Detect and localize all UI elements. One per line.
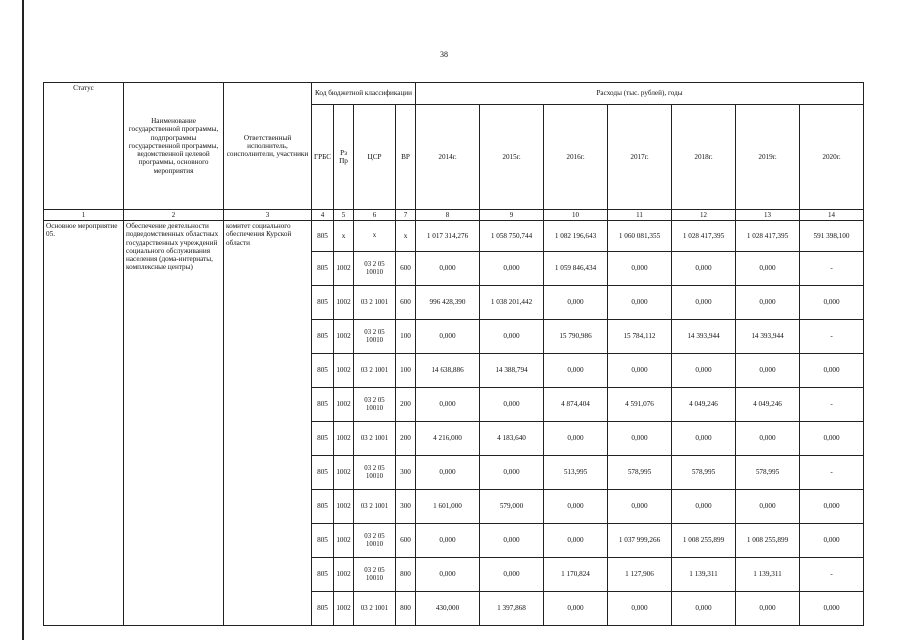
amount-cell: 0,000	[480, 558, 544, 592]
csr-cell: 03 2 05 10010	[354, 388, 396, 422]
amount-cell: 0,000	[544, 422, 608, 456]
amount-cell: 0,000	[480, 456, 544, 490]
header-year: 2015г.	[480, 105, 544, 210]
vr-cell: 600	[396, 286, 416, 320]
amount-cell: 1 017 314,276	[416, 221, 480, 252]
amount-cell: 0,000	[672, 490, 736, 524]
page-left-edge	[22, 0, 24, 640]
column-number: 11	[608, 210, 672, 221]
amount-cell: 0,000	[544, 490, 608, 524]
csr-cell: 03 2 1001	[354, 286, 396, 320]
csr-cell: 03 2 05 10010	[354, 524, 396, 558]
amount-cell: 14 393,944	[736, 320, 800, 354]
status-cell: Основное мероприятие 05.	[44, 221, 124, 626]
amount-cell: 1 058 750,744	[480, 221, 544, 252]
amount-cell: 1 127,906	[608, 558, 672, 592]
amount-cell: 14 638,886	[416, 354, 480, 388]
amount-cell: 0,000	[608, 490, 672, 524]
rzpr-cell: 1002	[334, 456, 354, 490]
amount-cell: 1 139,311	[736, 558, 800, 592]
vr-cell: 100	[396, 354, 416, 388]
amount-cell: 14 388,794	[480, 354, 544, 388]
column-number: 8	[416, 210, 480, 221]
header-executor: Ответственный исполнитель, соисполнители, участники	[224, 83, 312, 210]
vr-cell: 600	[396, 524, 416, 558]
amount-cell: 0,000	[800, 524, 864, 558]
amount-cell: 1 028 417,395	[672, 221, 736, 252]
amount-cell: 0,000	[736, 490, 800, 524]
amount-cell: 1 038 201,442	[480, 286, 544, 320]
column-number: 6	[354, 210, 396, 221]
column-number: 5	[334, 210, 354, 221]
csr-cell: 03 2 05 10010	[354, 558, 396, 592]
amount-cell: 0,000	[416, 456, 480, 490]
amount-cell: 0,000	[608, 286, 672, 320]
column-number: 4	[312, 210, 334, 221]
amount-cell: 0,000	[416, 320, 480, 354]
amount-cell: 4 183,640	[480, 422, 544, 456]
amount-cell: 15 784,112	[608, 320, 672, 354]
header-grbs: ГРБС	[312, 105, 334, 210]
amount-cell: 4 049,246	[736, 388, 800, 422]
amount-cell: 0,000	[800, 490, 864, 524]
header-year: 2016г.	[544, 105, 608, 210]
csr-cell: 03 2 05 10010	[354, 252, 396, 286]
amount-cell: 0,000	[672, 422, 736, 456]
header-budget-code: Код бюджетной классификации	[312, 83, 416, 105]
amount-cell: 1 037 999,266	[608, 524, 672, 558]
rzpr-cell: 1002	[334, 354, 354, 388]
amount-cell: 591 398,100	[800, 221, 864, 252]
amount-cell: -	[800, 320, 864, 354]
header-vr: ВР	[396, 105, 416, 210]
amount-cell: 0,000	[480, 320, 544, 354]
header-year: 2020г.	[800, 105, 864, 210]
header-status: Статус	[44, 83, 124, 210]
amount-cell: 0,000	[736, 422, 800, 456]
rzpr-cell: 1002	[334, 388, 354, 422]
grbs-cell: 805	[312, 286, 334, 320]
amount-cell: 0,000	[544, 592, 608, 626]
amount-cell: 0,000	[672, 354, 736, 388]
rzpr-cell: 1002	[334, 422, 354, 456]
rzpr-cell: 1002	[334, 252, 354, 286]
amount-cell: 1 082 196,643	[544, 221, 608, 252]
header-csr: ЦСР	[354, 105, 396, 210]
column-number: 13	[736, 210, 800, 221]
amount-cell: 0,000	[480, 524, 544, 558]
column-number: 7	[396, 210, 416, 221]
amount-cell: 1 008 255,899	[736, 524, 800, 558]
amount-cell: 0,000	[416, 252, 480, 286]
amount-cell: 0,000	[416, 388, 480, 422]
amount-cell: 0,000	[800, 286, 864, 320]
vr-cell: 300	[396, 456, 416, 490]
amount-cell: 0,000	[672, 286, 736, 320]
amount-cell: 1 008 255,899	[672, 524, 736, 558]
amount-cell: 0,000	[736, 354, 800, 388]
header-name: Наименование государственной программы, подпрограммы государственной программы, ведомственной целевой программы, основного мероприятия	[124, 83, 224, 210]
vr-cell: 200	[396, 388, 416, 422]
amount-cell: 513,995	[544, 456, 608, 490]
column-number: 3	[224, 210, 312, 221]
column-number: 1	[44, 210, 124, 221]
amount-cell: 0,000	[672, 252, 736, 286]
header-year: 2018г.	[672, 105, 736, 210]
amount-cell: 0,000	[608, 354, 672, 388]
amount-cell: 15 790,986	[544, 320, 608, 354]
vr-cell: х	[396, 221, 416, 252]
rzpr-cell: х	[334, 221, 354, 252]
header-expenses: Расходы (тыс. рублей), годы	[416, 83, 864, 105]
amount-cell: 0,000	[672, 592, 736, 626]
amount-cell: -	[800, 558, 864, 592]
amount-cell: 1 397,868	[480, 592, 544, 626]
amount-cell: 4 049,246	[672, 388, 736, 422]
amount-cell: 4 874,404	[544, 388, 608, 422]
header-year: 2019г.	[736, 105, 800, 210]
amount-cell: 1 028 417,395	[736, 221, 800, 252]
amount-cell: 0,000	[544, 354, 608, 388]
amount-cell: 1 059 846,434	[544, 252, 608, 286]
amount-cell: 0,000	[800, 422, 864, 456]
amount-cell: 0,000	[544, 524, 608, 558]
column-number: 10	[544, 210, 608, 221]
budget-table	[43, 82, 864, 626]
grbs-cell: 805	[312, 422, 334, 456]
grbs-cell: 805	[312, 320, 334, 354]
rzpr-cell: 1002	[334, 524, 354, 558]
grbs-cell: 805	[312, 592, 334, 626]
vr-cell: 600	[396, 252, 416, 286]
column-number: 14	[800, 210, 864, 221]
amount-cell: 14 393,944	[672, 320, 736, 354]
column-number: 12	[672, 210, 736, 221]
rzpr-cell: 1002	[334, 558, 354, 592]
amount-cell: 1 601,000	[416, 490, 480, 524]
amount-cell: 1 139,311	[672, 558, 736, 592]
header-year: 2014г.	[416, 105, 480, 210]
amount-cell: 996 428,390	[416, 286, 480, 320]
vr-cell: 800	[396, 558, 416, 592]
csr-cell: х	[354, 221, 396, 252]
column-number-row	[44, 210, 864, 221]
amount-cell: 0,000	[480, 388, 544, 422]
csr-cell: 03 2 1001	[354, 592, 396, 626]
rzpr-cell: 1002	[334, 490, 354, 524]
rzpr-cell: 1002	[334, 592, 354, 626]
amount-cell: 0,000	[480, 252, 544, 286]
grbs-cell: 805	[312, 558, 334, 592]
vr-cell: 300	[396, 490, 416, 524]
amount-cell: 0,000	[800, 354, 864, 388]
csr-cell: 03 2 1001	[354, 422, 396, 456]
column-number: 2	[124, 210, 224, 221]
amount-cell: 0,000	[800, 592, 864, 626]
amount-cell: 0,000	[544, 286, 608, 320]
grbs-cell: 805	[312, 456, 334, 490]
amount-cell: 578,995	[608, 456, 672, 490]
grbs-cell: 805	[312, 490, 334, 524]
grbs-cell: 805	[312, 388, 334, 422]
amount-cell: 4 216,000	[416, 422, 480, 456]
header-year: 2017г.	[608, 105, 672, 210]
csr-cell: 03 2 1001	[354, 354, 396, 388]
grbs-cell: 805	[312, 354, 334, 388]
amount-cell: 578,995	[736, 456, 800, 490]
csr-cell: 03 2 05 10010	[354, 456, 396, 490]
vr-cell: 200	[396, 422, 416, 456]
header-rzpr: Рз Пр	[334, 105, 354, 210]
amount-cell: -	[800, 388, 864, 422]
vr-cell: 800	[396, 592, 416, 626]
column-number: 9	[480, 210, 544, 221]
amount-cell: 0,000	[608, 252, 672, 286]
grbs-cell: 805	[312, 221, 334, 252]
table-row	[44, 221, 864, 252]
amount-cell: 0,000	[736, 286, 800, 320]
amount-cell: 1 060 081,355	[608, 221, 672, 252]
amount-cell: 0,000	[416, 524, 480, 558]
amount-cell: 578,995	[672, 456, 736, 490]
vr-cell: 100	[396, 320, 416, 354]
executor-cell: комитет социального обеспечения Курской области	[224, 221, 312, 626]
page-number: 38	[440, 50, 448, 59]
amount-cell: 430,000	[416, 592, 480, 626]
amount-cell: 579,000	[480, 490, 544, 524]
amount-cell: 0,000	[736, 592, 800, 626]
amount-cell: -	[800, 456, 864, 490]
amount-cell: -	[800, 252, 864, 286]
amount-cell: 0,000	[608, 422, 672, 456]
rzpr-cell: 1002	[334, 286, 354, 320]
grbs-cell: 805	[312, 252, 334, 286]
rzpr-cell: 1002	[334, 320, 354, 354]
amount-cell: 0,000	[416, 558, 480, 592]
csr-cell: 03 2 1001	[354, 490, 396, 524]
amount-cell: 0,000	[608, 592, 672, 626]
grbs-cell: 805	[312, 524, 334, 558]
amount-cell: 4 591,076	[608, 388, 672, 422]
amount-cell: 1 170,824	[544, 558, 608, 592]
name-cell: Обеспечение деятельности подведомственных областных государственных учреждений социального обслуживания населения (дома-интернаты, комплексные центры)	[124, 221, 224, 626]
csr-cell: 03 2 05 10010	[354, 320, 396, 354]
amount-cell: 0,000	[736, 252, 800, 286]
